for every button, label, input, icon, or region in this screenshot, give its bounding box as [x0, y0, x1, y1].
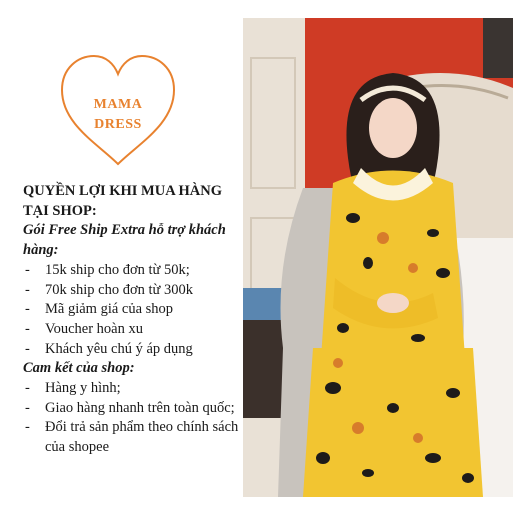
- free-ship-title: Gói Free Ship Extra hỗ trợ khách hàng:: [23, 222, 226, 259]
- benefits-section: [23, 182, 243, 458]
- pajama-pants: [303, 348, 483, 497]
- face: [369, 98, 417, 158]
- product-photo: [243, 18, 513, 497]
- brand-name-line2: DRESS: [94, 117, 142, 132]
- list-item: - 70k ship cho đơn từ 300k: [23, 281, 243, 301]
- brand-name: [58, 95, 178, 135]
- brand-name-line1: MAMA: [93, 97, 143, 112]
- benefits-title: QUYỀN LỢI KHI MUA HÀNG TẠI SHOP:: [23, 183, 222, 219]
- list-item: - 15k ship cho đơn từ 50k;: [23, 261, 243, 281]
- list-item: - Voucher hoàn xu: [23, 320, 243, 340]
- list-item: - Hàng y hình;: [23, 379, 243, 399]
- list-item: - Khách yêu chú ý áp dụng: [23, 340, 243, 360]
- list-item: - Đổi trả sản phẩm theo chính sách của shopee: [23, 418, 243, 457]
- commit-title: Cam kết của shop:: [23, 360, 135, 377]
- hands: [377, 293, 409, 313]
- free-ship-list: [23, 261, 243, 360]
- model-pajama-illustration: [243, 18, 513, 497]
- picture-frame: [483, 18, 513, 78]
- list-item: - Mã giảm giá của shop: [23, 300, 243, 320]
- commit-list: [23, 379, 243, 458]
- list-item: - Giao hàng nhanh trên toàn quốc;: [23, 399, 243, 419]
